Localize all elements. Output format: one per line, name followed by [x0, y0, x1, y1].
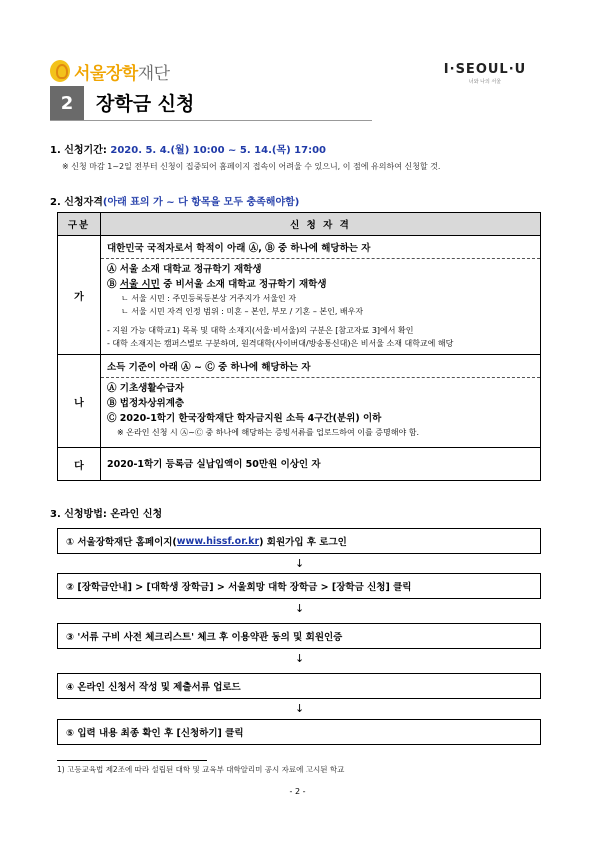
iseoulu-logo	[430, 62, 540, 85]
qualification-label-emphasis: (아래 표의 가 ~ 다 항목을 모두 충족해야함)	[102, 197, 300, 208]
step-5: ⑤ 입력 내용 최종 확인 후 [신청하기] 클릭	[57, 719, 541, 745]
table-row-da	[58, 448, 541, 481]
row-ga-note-2: - 대학 소재지는 캠퍼스별로 구분하며, 원격대학(사이버대/방송통신대)은 비서울 소재 대학교에 해당	[107, 339, 454, 348]
down-arrow-icon: ↓	[295, 602, 305, 615]
row-ga-sub-note-1: ㄴ 서울 시민 : 주민등록등본상 거주지가 서울인 자	[121, 294, 297, 303]
step-2: ② [장학금안내] > [대학생 장학금] > 서울희망 대학 장학금 > [장학금 신청] 클릭	[57, 573, 541, 599]
section-title: 장학금 신청	[96, 93, 195, 115]
qualification-heading	[50, 193, 299, 208]
period-note: ※ 신청 마감 1~2일 전부터 신청이 집중되어 홈페이지 접속이 어려울 수 있으니, 이 점에 유의하여 신청할 것.	[62, 162, 441, 171]
row-ga-heading: 대한민국 국적자로서 학적이 아래 Ⓐ, Ⓑ 중 하나에 해당하는 자	[101, 236, 540, 259]
row-content-da	[101, 448, 541, 481]
seoul-scholarship-logo	[50, 58, 170, 84]
method-heading: 3. 신청방법: 온라인 신청	[50, 509, 163, 520]
step-1: ① 서울장학재단 홈페이지( www.hissf.or.kr ) 회원가입 후 로그인	[57, 528, 541, 554]
row-ga-item-b: Ⓑ 서울 시민 중 비서울 소재 대학교 정규학기 재학생	[107, 279, 327, 290]
row-content-na	[101, 355, 541, 448]
section-number: 2	[50, 86, 84, 120]
down-arrow-icon: ↓	[295, 702, 305, 715]
footnote: 1) 고등교육법 제2조에 따라 설립된 대학 및 교육부 대학알리미 공시 자료에 고시된 학교	[57, 765, 345, 774]
row-na-note: ※ 온라인 신청 시 Ⓐ~Ⓒ 중 하나에 해당하는 증빙서류를 업로드하여 이를 증명해야 함.	[117, 428, 420, 437]
period-label: 1. 신청기간:	[50, 145, 111, 156]
table-row-na	[58, 355, 541, 448]
iseoulu-logo-text: I·SEOUL·U	[443, 62, 527, 77]
row-na-item-c: Ⓒ 2020-1학기 한국장학재단 학자금지원 소득 4구간(분위) 이하	[107, 413, 382, 424]
table-header-row	[58, 213, 541, 236]
row-ga-note-1: - 지원 가능 대학교1) 목록 및 대학 소재지(서울·비서울)의 구분은 [참고자료 3]에서 확인	[107, 326, 414, 335]
section-title-underline	[50, 120, 372, 121]
footnote-divider	[57, 760, 207, 761]
logo-sub-text: 재단	[137, 63, 170, 84]
qualification-label: 2. 신청자격	[50, 197, 103, 208]
column-header-requirement: 신 청 자 격	[101, 213, 541, 236]
row-ga-item-a: Ⓐ 서울 소재 대학교 정규학기 재학생	[107, 264, 262, 275]
logo-main-text: 서울장학	[74, 63, 138, 84]
qualification-table	[57, 212, 541, 481]
row-label-na: 나	[58, 355, 101, 448]
homepage-link[interactable]: www.hissf.or.kr	[176, 535, 260, 547]
row-na-item-a: Ⓐ 기초생활수급자	[107, 383, 185, 394]
row-content-ga	[101, 236, 541, 355]
step-4: ④ 온라인 신청서 작성 및 제출서류 업로드	[57, 673, 541, 699]
down-arrow-icon: ↓	[295, 652, 305, 665]
page-number: - 2 -	[289, 787, 306, 796]
row-label-ga: 가	[58, 236, 101, 355]
row-da-text: 2020-1학기 등록금 실납입액이 50만원 이상인 자	[107, 458, 321, 470]
seoul-citizen-underlined: 서울 시민	[119, 279, 160, 290]
row-na-item-b: Ⓑ 법정차상위계층	[107, 398, 185, 409]
application-period	[50, 141, 326, 156]
table-row-ga	[58, 236, 541, 355]
row-ga-sub-note-2: ㄴ 서울 시민 자격 인정 범위 : 미혼 – 본인, 부모 / 기혼 – 본인, 배우자	[121, 307, 364, 316]
period-value: 2020. 5. 4.(월) 10:00 ~ 5. 14.(목) 17:00	[110, 145, 326, 156]
step-3: ③ '서류 구비 사전 체크리스트' 체크 후 이용약관 동의 및 회원인증	[57, 623, 541, 649]
iseoulu-logo-subtext: 너와 나의 서울	[468, 79, 502, 85]
down-arrow-icon: ↓	[295, 557, 305, 570]
row-na-heading: 소득 기준이 아래 Ⓐ ~ Ⓒ 중 하나에 해당하는 자	[101, 355, 540, 378]
foundation-emblem-icon	[50, 60, 70, 82]
column-header-category: 구분	[58, 213, 101, 236]
row-label-da: 다	[58, 448, 101, 481]
